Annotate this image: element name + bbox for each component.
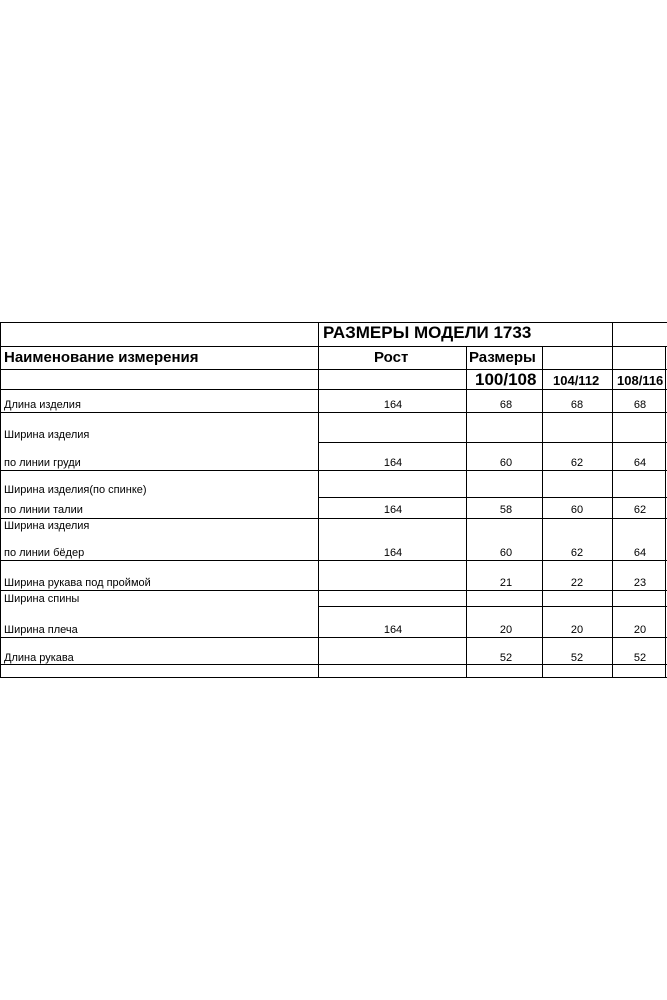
row-size3-value: 64 <box>633 547 647 559</box>
row-size2-value: 62 <box>570 547 584 559</box>
row-size1-value: 60 <box>499 457 513 469</box>
row-height-value: 164 <box>383 547 403 559</box>
row-size3-value: 62 <box>633 504 647 516</box>
row-label: Ширина рукава под проймой <box>4 577 151 589</box>
row-size3-value: 20 <box>633 624 647 636</box>
row-size1-value: 68 <box>499 399 513 411</box>
header-height: Рост <box>374 349 409 366</box>
row-size2-value: 68 <box>570 399 584 411</box>
grid-line <box>542 346 543 677</box>
row-label: по линии талии <box>4 504 83 516</box>
row-size1-value: 52 <box>499 652 513 664</box>
grid-line <box>0 322 1 677</box>
grid-line <box>0 677 667 678</box>
row-size2-value: 20 <box>570 624 584 636</box>
row-height-value: 164 <box>383 624 403 636</box>
row-size2-value: 62 <box>570 457 584 469</box>
grid-line <box>665 346 666 677</box>
row-size3-value: 68 <box>633 399 647 411</box>
header-measurement-name: Наименование измерения <box>4 349 199 366</box>
size-col-1: 100/108 <box>475 370 537 389</box>
row-size1-value: 60 <box>499 547 513 559</box>
header-sizes: Размеры <box>469 349 536 366</box>
size-col-2: 104/112 <box>553 373 600 388</box>
row-label: Ширина изделия <box>4 429 90 441</box>
grid-line <box>318 606 667 607</box>
row-height-value: 164 <box>383 457 403 469</box>
row-label: Ширина изделия <box>4 520 90 532</box>
row-size2-value: 52 <box>570 652 584 664</box>
grid-line <box>612 322 613 677</box>
grid-line <box>466 346 467 677</box>
row-size2-value: 22 <box>570 577 584 589</box>
grid-line <box>318 442 667 443</box>
size-col-3: 108/116 <box>617 373 664 388</box>
grid-line <box>0 412 667 413</box>
grid-line <box>0 346 667 347</box>
grid-line <box>0 470 667 471</box>
row-label: Длина рукава <box>4 652 74 664</box>
grid-line <box>0 590 667 591</box>
grid-line <box>318 322 319 677</box>
grid-line <box>0 637 667 638</box>
row-size3-value: 23 <box>633 577 647 589</box>
row-size3-value: 64 <box>633 457 647 469</box>
grid-line <box>0 518 667 519</box>
row-label: Ширина изделия(по спинке) <box>4 484 147 496</box>
grid-line <box>0 369 667 370</box>
row-label: Ширина спины <box>4 593 80 605</box>
row-size3-value: 52 <box>633 652 647 664</box>
row-size1-value: 21 <box>499 577 513 589</box>
grid-line <box>318 497 667 498</box>
table-title: РАЗМЕРЫ МОДЕЛИ 1733 <box>323 323 532 342</box>
grid-line <box>0 389 667 390</box>
row-label: по линии груди <box>4 457 81 469</box>
row-height-value: 164 <box>383 504 403 516</box>
row-label: по линии бёдер <box>4 547 85 559</box>
row-label: Ширина плеча <box>4 624 78 636</box>
grid-line <box>0 322 667 323</box>
row-size1-value: 58 <box>499 504 513 516</box>
row-size1-value: 20 <box>499 624 513 636</box>
grid-line <box>0 664 667 665</box>
row-size2-value: 60 <box>570 504 584 516</box>
grid-line <box>0 560 667 561</box>
row-label: Длина изделия <box>4 399 81 411</box>
row-height-value: 164 <box>383 399 403 411</box>
